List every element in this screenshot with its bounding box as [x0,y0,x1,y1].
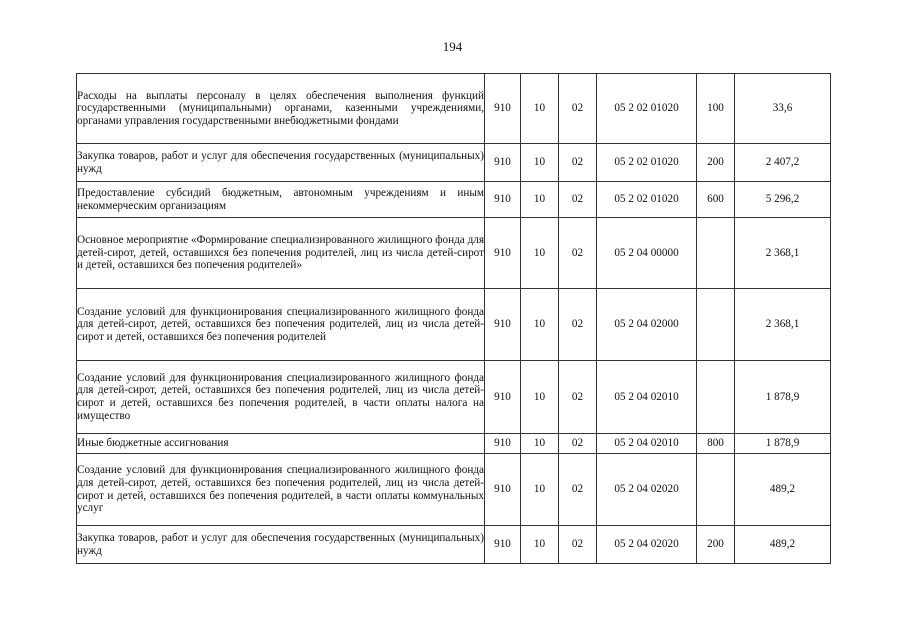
page-number: 194 [442,39,463,54]
target-article-code: 05 2 04 02010 [597,434,697,454]
table-row [77,74,831,144]
ministry-code: 910 [485,434,521,454]
expense-type-code: 200 [697,526,735,564]
expense-type-code [697,289,735,361]
target-article-code: 05 2 04 02020 [597,454,697,526]
row-description: Основное мероприятие «Формирование специализированного жилищного фонда для детей-сирот, детей, оставшихся без попечения родителей, лиц из числа детей-сирот и детей, оставшихся без попечения родителей» [77,218,485,289]
ministry-code: 910 [485,144,521,182]
amount-value: 1 878,9 [735,434,831,454]
ministry-code: 910 [485,74,521,144]
expense-type-code [697,361,735,434]
amount-value: 33,6 [735,74,831,144]
subsection-code: 02 [559,526,597,564]
subsection-code: 02 [559,218,597,289]
row-description: Расходы на выплаты персоналу в целях обеспечения выполнения функций государственными (муниципальными) органами, казенными учреждениями, органами управления государственными внебюджетными фондами [77,74,485,144]
section-code: 10 [521,74,559,144]
row-description: Создание условий для функционирования специализированного жилищного фонда для детей-сирот, детей, оставшихся без попечения родителей, лиц из числа детей-сирот и детей, оставшихся без попечения родителей [77,289,485,361]
section-code: 10 [521,289,559,361]
subsection-code: 02 [559,361,597,434]
table-row [77,218,831,289]
target-article-code: 05 2 04 02020 [597,526,697,564]
expense-type-code [697,218,735,289]
subsection-code: 02 [559,74,597,144]
subsection-code: 02 [559,144,597,182]
section-code: 10 [521,361,559,434]
amount-value: 489,2 [735,526,831,564]
ministry-code: 910 [485,454,521,526]
expense-type-code: 200 [697,144,735,182]
row-description: Закупка товаров, работ и услуг для обеспечения государственных (муниципальных) нужд [77,144,485,182]
target-article-code: 05 2 02 01020 [597,74,697,144]
row-description: Создание условий для функционирования специализированного жилищного фонда для детей-сирот, детей, оставшихся без попечения родителей, лиц из числа детей-сирот и детей, оставшихся без попечения родителей, в части оплаты коммунальных услуг [77,454,485,526]
section-code: 10 [521,144,559,182]
target-article-code: 05 2 02 01020 [597,144,697,182]
table-row [77,526,831,564]
amount-value: 2 368,1 [735,289,831,361]
target-article-code: 05 2 02 01020 [597,182,697,218]
row-description: Иные бюджетные ассигнования [77,434,485,454]
target-article-code: 05 2 04 02000 [597,289,697,361]
table-row [77,144,831,182]
amount-value: 5 296,2 [735,182,831,218]
subsection-code: 02 [559,454,597,526]
target-article-code: 05 2 04 02010 [597,361,697,434]
amount-value: 489,2 [735,454,831,526]
ministry-code: 910 [485,361,521,434]
row-description: Закупка товаров, работ и услуг для обеспечения государственных (муниципальных) нужд [77,526,485,564]
target-article-code: 05 2 04 00000 [597,218,697,289]
row-description: Создание условий для функционирования специализированного жилищного фонда для детей-сирот, детей, оставшихся без попечения родителей, лиц из числа детей-сирот и детей, оставшихся без попечения родителей, в части оплаты налога на имущество [77,361,485,434]
budget-table [76,73,831,564]
subsection-code: 02 [559,434,597,454]
table-row [77,182,831,218]
expense-type-code: 800 [697,434,735,454]
table-row [77,454,831,526]
section-code: 10 [521,526,559,564]
subsection-code: 02 [559,182,597,218]
ministry-code: 910 [485,182,521,218]
expense-type-code: 100 [697,74,735,144]
section-code: 10 [521,182,559,218]
ministry-code: 910 [485,526,521,564]
expense-type-code [697,454,735,526]
amount-value: 1 878,9 [735,361,831,434]
amount-value: 2 407,2 [735,144,831,182]
table-row [77,361,831,434]
section-code: 10 [521,434,559,454]
ministry-code: 910 [485,218,521,289]
amount-value: 2 368,1 [735,218,831,289]
ministry-code: 910 [485,289,521,361]
expense-type-code: 600 [697,182,735,218]
table-row [77,289,831,361]
subsection-code: 02 [559,289,597,361]
row-description: Предоставление субсидий бюджетным, автономным учреждениям и иным некоммерческим организациям [77,182,485,218]
section-code: 10 [521,218,559,289]
table-row [77,434,831,454]
section-code: 10 [521,454,559,526]
